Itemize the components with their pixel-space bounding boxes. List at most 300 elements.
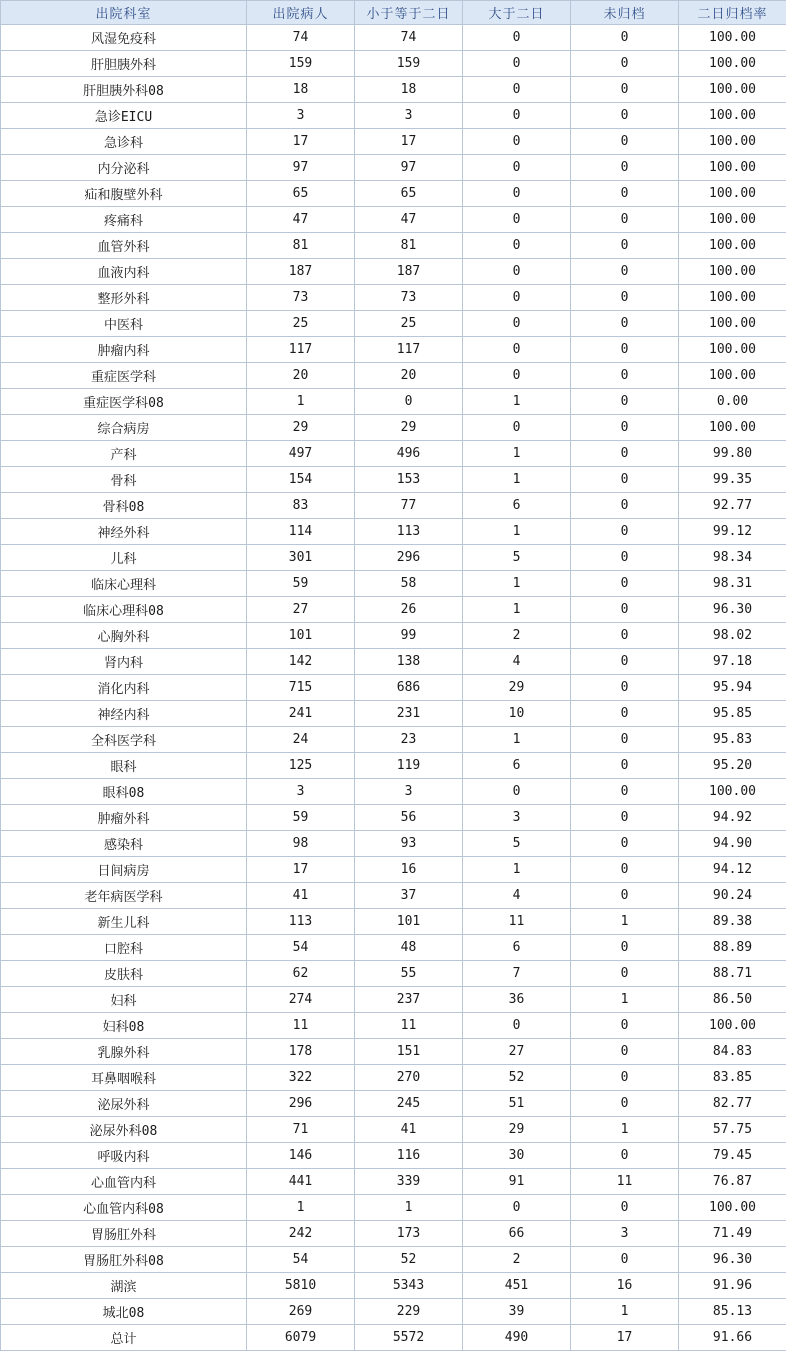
table-row[interactable] <box>1 649 786 675</box>
discharged-cell: 24 <box>247 727 355 753</box>
department-cell: 血管外科 <box>1 233 247 259</box>
over-two-days-cell: 29 <box>463 675 571 701</box>
rate-cell: 90.24 <box>679 883 786 909</box>
rate-cell: 100.00 <box>679 25 786 51</box>
department-cell: 肝胆胰外科08 <box>1 77 247 103</box>
rate-cell: 100.00 <box>679 181 786 207</box>
column-header-department[interactable]: 出院科室 <box>1 1 247 25</box>
over-two-days-cell: 5 <box>463 831 571 857</box>
within-two-days-cell: 153 <box>355 467 463 493</box>
unarchived-cell: 0 <box>571 103 679 129</box>
unarchived-cell: 0 <box>571 1247 679 1273</box>
within-two-days-cell: 48 <box>355 935 463 961</box>
over-two-days-cell: 1 <box>463 571 571 597</box>
over-two-days-cell: 1 <box>463 857 571 883</box>
within-two-days-cell: 159 <box>355 51 463 77</box>
discharged-cell: 27 <box>247 597 355 623</box>
department-cell: 骨科08 <box>1 493 247 519</box>
unarchived-cell: 0 <box>571 311 679 337</box>
table-row[interactable] <box>1 597 786 623</box>
unarchived-cell: 0 <box>571 649 679 675</box>
rate-cell: 99.80 <box>679 441 786 467</box>
over-two-days-cell: 4 <box>463 883 571 909</box>
over-two-days-cell: 4 <box>463 649 571 675</box>
rate-cell: 96.30 <box>679 597 786 623</box>
discharged-cell: 54 <box>247 935 355 961</box>
discharged-cell: 41 <box>247 883 355 909</box>
table-row[interactable] <box>1 545 786 571</box>
within-two-days-cell: 296 <box>355 545 463 571</box>
discharged-cell: 3 <box>247 779 355 805</box>
over-two-days-cell: 0 <box>463 25 571 51</box>
column-header-unarchived[interactable]: 未归档 <box>571 1 679 25</box>
unarchived-cell: 0 <box>571 519 679 545</box>
within-two-days-cell: 41 <box>355 1117 463 1143</box>
unarchived-cell: 0 <box>571 259 679 285</box>
rate-cell: 82.77 <box>679 1091 786 1117</box>
unarchived-cell: 0 <box>571 675 679 701</box>
table-row[interactable] <box>1 1143 786 1169</box>
table-row[interactable] <box>1 1325 786 1351</box>
within-two-days-cell: 339 <box>355 1169 463 1195</box>
within-two-days-cell: 81 <box>355 233 463 259</box>
over-two-days-cell: 36 <box>463 987 571 1013</box>
over-two-days-cell: 66 <box>463 1221 571 1247</box>
discharged-cell: 274 <box>247 987 355 1013</box>
discharged-cell: 74 <box>247 25 355 51</box>
table-row[interactable] <box>1 1273 786 1299</box>
rate-cell: 100.00 <box>679 311 786 337</box>
table-row[interactable] <box>1 1221 786 1247</box>
table-row[interactable] <box>1 1039 786 1065</box>
discharged-cell: 125 <box>247 753 355 779</box>
discharged-cell: 269 <box>247 1299 355 1325</box>
unarchived-cell: 0 <box>571 337 679 363</box>
within-two-days-cell: 52 <box>355 1247 463 1273</box>
unarchived-cell: 0 <box>571 857 679 883</box>
unarchived-cell: 0 <box>571 415 679 441</box>
within-two-days-cell: 37 <box>355 883 463 909</box>
discharged-cell: 154 <box>247 467 355 493</box>
department-cell: 整形外科 <box>1 285 247 311</box>
discharged-cell: 117 <box>247 337 355 363</box>
table-row[interactable] <box>1 51 786 77</box>
discharged-cell: 47 <box>247 207 355 233</box>
rate-cell: 95.94 <box>679 675 786 701</box>
within-two-days-cell: 55 <box>355 961 463 987</box>
rate-cell: 79.45 <box>679 1143 786 1169</box>
discharged-cell: 18 <box>247 77 355 103</box>
rate-cell: 98.31 <box>679 571 786 597</box>
discharged-cell: 441 <box>247 1169 355 1195</box>
rate-cell: 100.00 <box>679 233 786 259</box>
over-two-days-cell: 0 <box>463 311 571 337</box>
table-row[interactable] <box>1 831 786 857</box>
unarchived-cell: 0 <box>571 961 679 987</box>
within-two-days-cell: 3 <box>355 779 463 805</box>
discharged-cell: 3 <box>247 103 355 129</box>
department-cell: 临床心理科 <box>1 571 247 597</box>
table-row[interactable] <box>1 103 786 129</box>
discharged-cell: 81 <box>247 233 355 259</box>
table-row[interactable] <box>1 337 786 363</box>
discharged-cell: 17 <box>247 857 355 883</box>
unarchived-cell: 0 <box>571 571 679 597</box>
rate-cell: 100.00 <box>679 1013 786 1039</box>
over-two-days-cell: 2 <box>463 623 571 649</box>
table-row[interactable] <box>1 233 786 259</box>
discharged-cell: 114 <box>247 519 355 545</box>
rate-cell: 84.83 <box>679 1039 786 1065</box>
rate-cell: 95.83 <box>679 727 786 753</box>
table-row[interactable] <box>1 987 786 1013</box>
rate-cell: 57.75 <box>679 1117 786 1143</box>
rate-cell: 86.50 <box>679 987 786 1013</box>
column-header-discharged[interactable]: 出院病人 <box>247 1 355 25</box>
discharged-cell: 71 <box>247 1117 355 1143</box>
unarchived-cell: 0 <box>571 883 679 909</box>
department-cell: 神经内科 <box>1 701 247 727</box>
department-cell: 城北08 <box>1 1299 247 1325</box>
table-row[interactable] <box>1 207 786 233</box>
unarchived-cell: 1 <box>571 1117 679 1143</box>
unarchived-cell: 0 <box>571 51 679 77</box>
over-two-days-cell: 0 <box>463 207 571 233</box>
within-two-days-cell: 11 <box>355 1013 463 1039</box>
discharged-cell: 187 <box>247 259 355 285</box>
discharged-cell: 73 <box>247 285 355 311</box>
over-two-days-cell: 39 <box>463 1299 571 1325</box>
rate-cell: 89.38 <box>679 909 786 935</box>
rate-cell: 99.35 <box>679 467 786 493</box>
discharged-cell: 59 <box>247 571 355 597</box>
unarchived-cell: 0 <box>571 155 679 181</box>
discharged-cell: 159 <box>247 51 355 77</box>
table-row[interactable] <box>1 961 786 987</box>
department-cell: 眼科 <box>1 753 247 779</box>
table-row[interactable] <box>1 25 786 51</box>
department-cell: 疼痛科 <box>1 207 247 233</box>
department-cell: 妇科08 <box>1 1013 247 1039</box>
department-cell: 产科 <box>1 441 247 467</box>
department-cell: 肝胆胰外科 <box>1 51 247 77</box>
discharged-cell: 241 <box>247 701 355 727</box>
department-cell: 内分泌科 <box>1 155 247 181</box>
unarchived-cell: 0 <box>571 805 679 831</box>
within-two-days-cell: 119 <box>355 753 463 779</box>
rate-cell: 98.34 <box>679 545 786 571</box>
rate-cell: 100.00 <box>679 363 786 389</box>
department-cell: 骨科 <box>1 467 247 493</box>
table-row[interactable] <box>1 1065 786 1091</box>
rate-cell: 100.00 <box>679 1195 786 1221</box>
column-header-within-two-days[interactable]: 小于等于二日 <box>355 1 463 25</box>
within-two-days-cell: 97 <box>355 155 463 181</box>
table-row[interactable] <box>1 415 786 441</box>
rate-cell: 76.87 <box>679 1169 786 1195</box>
table-row[interactable] <box>1 77 786 103</box>
rate-cell: 100.00 <box>679 779 786 805</box>
over-two-days-cell: 1 <box>463 519 571 545</box>
table-row[interactable] <box>1 1117 786 1143</box>
unarchived-cell: 17 <box>571 1325 679 1351</box>
unarchived-cell: 0 <box>571 1039 679 1065</box>
unarchived-cell: 1 <box>571 909 679 935</box>
over-two-days-cell: 1 <box>463 727 571 753</box>
discharged-cell: 5810 <box>247 1273 355 1299</box>
unarchived-cell: 0 <box>571 441 679 467</box>
rate-cell: 71.49 <box>679 1221 786 1247</box>
department-cell: 全科医学科 <box>1 727 247 753</box>
table-row[interactable] <box>1 1013 786 1039</box>
within-two-days-cell: 47 <box>355 207 463 233</box>
rate-cell: 100.00 <box>679 155 786 181</box>
rate-cell: 83.85 <box>679 1065 786 1091</box>
rate-cell: 85.13 <box>679 1299 786 1325</box>
over-two-days-cell: 51 <box>463 1091 571 1117</box>
table-row[interactable] <box>1 675 786 701</box>
table-row[interactable] <box>1 1091 786 1117</box>
discharged-cell: 1 <box>247 1195 355 1221</box>
within-two-days-cell: 151 <box>355 1039 463 1065</box>
over-two-days-cell: 0 <box>463 363 571 389</box>
unarchived-cell: 0 <box>571 779 679 805</box>
over-two-days-cell: 0 <box>463 1013 571 1039</box>
over-two-days-cell: 0 <box>463 77 571 103</box>
department-cell: 血液内科 <box>1 259 247 285</box>
table-row[interactable] <box>1 805 786 831</box>
within-two-days-cell: 245 <box>355 1091 463 1117</box>
over-two-days-cell: 1 <box>463 389 571 415</box>
department-cell: 肾内科 <box>1 649 247 675</box>
table-row[interactable] <box>1 701 786 727</box>
over-two-days-cell: 52 <box>463 1065 571 1091</box>
unarchived-cell: 11 <box>571 1169 679 1195</box>
rate-cell: 95.20 <box>679 753 786 779</box>
table-row[interactable] <box>1 363 786 389</box>
discharged-cell: 715 <box>247 675 355 701</box>
discharged-cell: 54 <box>247 1247 355 1273</box>
over-two-days-cell: 2 <box>463 1247 571 1273</box>
within-two-days-cell: 5572 <box>355 1325 463 1351</box>
rate-cell: 100.00 <box>679 337 786 363</box>
discharged-cell: 65 <box>247 181 355 207</box>
table-row[interactable] <box>1 1299 786 1325</box>
discharged-cell: 11 <box>247 1013 355 1039</box>
discharged-cell: 25 <box>247 311 355 337</box>
table-row[interactable] <box>1 857 786 883</box>
table-row[interactable] <box>1 285 786 311</box>
rate-cell: 96.30 <box>679 1247 786 1273</box>
unarchived-cell: 0 <box>571 597 679 623</box>
unarchived-cell: 0 <box>571 363 679 389</box>
rate-cell: 91.66 <box>679 1325 786 1351</box>
table-row[interactable] <box>1 935 786 961</box>
unarchived-cell: 0 <box>571 233 679 259</box>
table-row[interactable] <box>1 311 786 337</box>
table-row[interactable] <box>1 467 786 493</box>
within-two-days-cell: 56 <box>355 805 463 831</box>
table-row[interactable] <box>1 571 786 597</box>
unarchived-cell: 16 <box>571 1273 679 1299</box>
department-cell: 总计 <box>1 1325 247 1351</box>
table-body <box>1 25 786 1351</box>
within-two-days-cell: 23 <box>355 727 463 753</box>
unarchived-cell: 0 <box>571 623 679 649</box>
over-two-days-cell: 0 <box>463 415 571 441</box>
rate-cell: 0.00 <box>679 389 786 415</box>
within-two-days-cell: 29 <box>355 415 463 441</box>
unarchived-cell: 0 <box>571 1195 679 1221</box>
header-row <box>1 1 786 25</box>
table-row[interactable] <box>1 909 786 935</box>
over-two-days-cell: 0 <box>463 285 571 311</box>
rate-cell: 100.00 <box>679 129 786 155</box>
unarchived-cell: 1 <box>571 987 679 1013</box>
discharged-cell: 29 <box>247 415 355 441</box>
unarchived-cell: 3 <box>571 1221 679 1247</box>
over-two-days-cell: 11 <box>463 909 571 935</box>
unarchived-cell: 0 <box>571 207 679 233</box>
within-two-days-cell: 65 <box>355 181 463 207</box>
department-cell: 肿瘤外科 <box>1 805 247 831</box>
table-row[interactable] <box>1 1247 786 1273</box>
department-cell: 乳腺外科 <box>1 1039 247 1065</box>
over-two-days-cell: 30 <box>463 1143 571 1169</box>
within-two-days-cell: 270 <box>355 1065 463 1091</box>
rate-cell: 94.92 <box>679 805 786 831</box>
department-cell: 风湿免疫科 <box>1 25 247 51</box>
table-row[interactable] <box>1 519 786 545</box>
unarchived-cell: 0 <box>571 467 679 493</box>
table-row[interactable] <box>1 181 786 207</box>
unarchived-cell: 0 <box>571 1143 679 1169</box>
department-cell: 泌尿外科08 <box>1 1117 247 1143</box>
rate-cell: 100.00 <box>679 51 786 77</box>
department-cell: 胃肠肛外科 <box>1 1221 247 1247</box>
department-cell: 消化内科 <box>1 675 247 701</box>
table-row[interactable] <box>1 1169 786 1195</box>
department-cell: 呼吸内科 <box>1 1143 247 1169</box>
over-two-days-cell: 1 <box>463 441 571 467</box>
discharged-cell: 17 <box>247 129 355 155</box>
over-two-days-cell: 7 <box>463 961 571 987</box>
department-cell: 中医科 <box>1 311 247 337</box>
within-two-days-cell: 229 <box>355 1299 463 1325</box>
table-row[interactable] <box>1 883 786 909</box>
department-cell: 儿科 <box>1 545 247 571</box>
unarchived-cell: 0 <box>571 545 679 571</box>
unarchived-cell: 0 <box>571 831 679 857</box>
within-two-days-cell: 3 <box>355 103 463 129</box>
over-two-days-cell: 0 <box>463 259 571 285</box>
department-cell: 皮肤科 <box>1 961 247 987</box>
within-two-days-cell: 173 <box>355 1221 463 1247</box>
within-two-days-cell: 231 <box>355 701 463 727</box>
table-row[interactable] <box>1 753 786 779</box>
department-cell: 泌尿外科 <box>1 1091 247 1117</box>
unarchived-cell: 0 <box>571 701 679 727</box>
within-two-days-cell: 237 <box>355 987 463 1013</box>
rate-cell: 100.00 <box>679 103 786 129</box>
over-two-days-cell: 0 <box>463 1195 571 1221</box>
table-row[interactable] <box>1 1195 786 1221</box>
department-cell: 急诊科 <box>1 129 247 155</box>
unarchived-cell: 0 <box>571 285 679 311</box>
unarchived-cell: 0 <box>571 129 679 155</box>
rate-cell: 88.71 <box>679 961 786 987</box>
over-two-days-cell: 0 <box>463 181 571 207</box>
department-cell: 新生儿科 <box>1 909 247 935</box>
unarchived-cell: 0 <box>571 493 679 519</box>
rate-cell: 100.00 <box>679 259 786 285</box>
unarchived-cell: 0 <box>571 727 679 753</box>
column-header-two-day-rate[interactable]: 二日归档率 <box>679 1 786 25</box>
department-cell: 胃肠肛外科08 <box>1 1247 247 1273</box>
column-header-over-two-days[interactable]: 大于二日 <box>463 1 571 25</box>
table-row[interactable] <box>1 389 786 415</box>
discharged-cell: 83 <box>247 493 355 519</box>
unarchived-cell: 0 <box>571 389 679 415</box>
department-cell: 急诊EICU <box>1 103 247 129</box>
department-cell: 老年病医学科 <box>1 883 247 909</box>
department-cell: 感染科 <box>1 831 247 857</box>
over-two-days-cell: 6 <box>463 493 571 519</box>
discharged-cell: 113 <box>247 909 355 935</box>
over-two-days-cell: 0 <box>463 155 571 181</box>
discharged-cell: 296 <box>247 1091 355 1117</box>
rate-cell: 100.00 <box>679 207 786 233</box>
discharged-cell: 242 <box>247 1221 355 1247</box>
table-row[interactable] <box>1 441 786 467</box>
table-row[interactable] <box>1 155 786 181</box>
discharged-cell: 97 <box>247 155 355 181</box>
over-two-days-cell: 1 <box>463 597 571 623</box>
unarchived-cell: 0 <box>571 1091 679 1117</box>
discharged-cell: 301 <box>247 545 355 571</box>
rate-cell: 99.12 <box>679 519 786 545</box>
rate-cell: 97.18 <box>679 649 786 675</box>
table-row[interactable] <box>1 623 786 649</box>
department-cell: 肿瘤内科 <box>1 337 247 363</box>
department-cell: 日间病房 <box>1 857 247 883</box>
department-cell: 临床心理科08 <box>1 597 247 623</box>
department-cell: 疝和腹壁外科 <box>1 181 247 207</box>
over-two-days-cell: 490 <box>463 1325 571 1351</box>
within-two-days-cell: 93 <box>355 831 463 857</box>
within-two-days-cell: 1 <box>355 1195 463 1221</box>
department-cell: 口腔科 <box>1 935 247 961</box>
table-row[interactable] <box>1 259 786 285</box>
rate-cell: 100.00 <box>679 285 786 311</box>
department-cell: 重症医学科 <box>1 363 247 389</box>
table-row[interactable] <box>1 779 786 805</box>
rate-cell: 94.12 <box>679 857 786 883</box>
unarchived-cell: 0 <box>571 1013 679 1039</box>
within-two-days-cell: 5343 <box>355 1273 463 1299</box>
rate-cell: 98.02 <box>679 623 786 649</box>
discharged-cell: 178 <box>247 1039 355 1065</box>
within-two-days-cell: 26 <box>355 597 463 623</box>
table-row[interactable] <box>1 493 786 519</box>
table-row[interactable] <box>1 727 786 753</box>
table-row[interactable] <box>1 129 786 155</box>
within-two-days-cell: 496 <box>355 441 463 467</box>
department-cell: 心胸外科 <box>1 623 247 649</box>
department-cell: 重症医学科08 <box>1 389 247 415</box>
department-cell: 耳鼻咽喉科 <box>1 1065 247 1091</box>
within-two-days-cell: 74 <box>355 25 463 51</box>
